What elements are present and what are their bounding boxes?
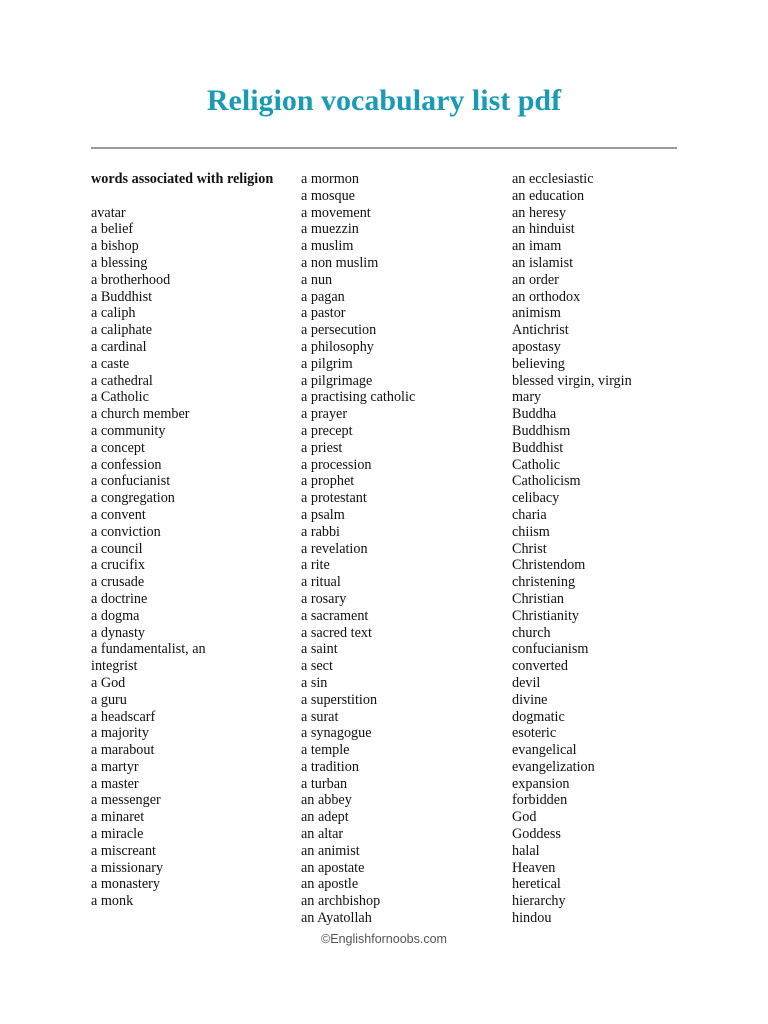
- vocabulary-word: Antichrist: [512, 322, 569, 339]
- vocabulary-word: a community: [91, 422, 166, 439]
- vocabulary-word: a tradition: [301, 758, 359, 775]
- vocabulary-word: an education: [512, 187, 585, 204]
- vocabulary-word: celibacy: [512, 490, 560, 507]
- vocabulary-word: blessed virgin, virgin: [512, 372, 632, 389]
- vocabulary-word: a mosque: [301, 187, 355, 204]
- vocabulary-word: evangelization: [512, 758, 595, 775]
- vocabulary-word: a cardinal: [91, 338, 147, 355]
- vocabulary-word: a priest: [301, 439, 343, 456]
- vocabulary-word: avatar: [91, 204, 126, 221]
- vocabulary-word: integrist: [91, 658, 138, 675]
- vocabulary-word: an islamist: [512, 254, 574, 271]
- copyright-footer: ©Englishfornoobs.com: [321, 932, 447, 946]
- vocabulary-word: a revelation: [301, 540, 368, 557]
- vocabulary-column-2: [301, 171, 501, 927]
- vocabulary-word: a nun: [301, 271, 333, 288]
- vocabulary-word: a miracle: [91, 826, 144, 843]
- vocabulary-word: Buddha: [512, 406, 557, 423]
- vocabulary-word: an adept: [301, 809, 349, 826]
- vocabulary-word: an archbishop: [301, 893, 381, 910]
- vocabulary-word: expansion: [512, 775, 570, 792]
- vocabulary-word: charia: [512, 506, 547, 523]
- vocabulary-word: a practising catholic: [301, 389, 416, 406]
- vocabulary-word: a persecution: [301, 322, 377, 339]
- vocabulary-word: a caliph: [91, 305, 136, 322]
- column-heading: words associated with religion: [91, 171, 274, 187]
- vocabulary-word: a brotherhood: [91, 271, 171, 288]
- vocabulary-word: evangelical: [512, 742, 577, 759]
- vocabulary-word: a master: [91, 775, 139, 792]
- vocabulary-word: apostasy: [512, 338, 561, 355]
- vocabulary-word: a confession: [91, 456, 162, 473]
- vocabulary-word: a ritual: [301, 574, 341, 591]
- vocabulary-word: confucianism: [512, 641, 589, 658]
- vocabulary-word: an animist: [301, 842, 360, 859]
- vocabulary-word: a mormon: [301, 171, 359, 187]
- vocabulary-word: a prayer: [301, 406, 348, 423]
- vocabulary-word: a sect: [301, 658, 333, 675]
- vocabulary-word: a rite: [301, 557, 330, 574]
- vocabulary-word: a missionary: [91, 859, 164, 876]
- vocabulary-word: an hinduist: [512, 221, 575, 238]
- vocabulary-word: an abbey: [301, 792, 352, 809]
- vocabulary-word: a Catholic: [91, 389, 149, 406]
- vocabulary-word: a confucianist: [91, 473, 171, 490]
- vocabulary-word: a caste: [91, 355, 130, 372]
- vocabulary-word: believing: [512, 355, 565, 372]
- vocabulary-word: Christendom: [512, 557, 586, 574]
- vocabulary-word: esoteric: [512, 725, 557, 742]
- vocabulary-word: forbidden: [512, 792, 568, 809]
- vocabulary-word: a church member: [91, 406, 190, 423]
- vocabulary-word: dogmatic: [512, 708, 565, 725]
- vocabulary-word: christening: [512, 574, 576, 591]
- vocabulary-word: Catholicism: [512, 473, 581, 490]
- vocabulary-word: an ecclesiastic: [512, 171, 594, 187]
- vocabulary-word: a fundamentalist, an: [91, 641, 206, 658]
- vocabulary-word: a rabbi: [301, 523, 340, 540]
- vocabulary-word: a convent: [91, 506, 146, 523]
- vocabulary-word: a rosary: [301, 590, 347, 607]
- vocabulary-column-3: [512, 171, 732, 927]
- vocabulary-word: a muslim: [301, 238, 354, 255]
- vocabulary-word: mary: [512, 389, 542, 406]
- vocabulary-word: Christianity: [512, 607, 579, 624]
- vocabulary-word: a pastor: [301, 305, 346, 322]
- vocabulary-word: a pagan: [301, 288, 345, 305]
- vocabulary-word: a temple: [301, 742, 350, 759]
- vocabulary-word: a miscreant: [91, 842, 156, 859]
- vocabulary-word: Buddhist: [512, 439, 564, 456]
- page-title: Religion vocabulary list pdf: [206, 84, 562, 117]
- vocabulary-word: a saint: [301, 641, 338, 658]
- vocabulary-word: an imam: [512, 238, 562, 255]
- vocabulary-word: Christian: [512, 590, 565, 607]
- vocabulary-word: an apostate: [301, 859, 365, 876]
- vocabulary-word: Heaven: [512, 859, 556, 876]
- vocabulary-word: hierarchy: [512, 893, 566, 910]
- vocabulary-word: an altar: [301, 826, 344, 843]
- vocabulary-word: a conviction: [91, 523, 161, 540]
- vocabulary-word: an apostle: [301, 876, 359, 893]
- vocabulary-word: a martyr: [91, 758, 139, 775]
- vocabulary-word: a dynasty: [91, 624, 145, 641]
- vocabulary-word: a cathedral: [91, 372, 153, 389]
- vocabulary-word: an Ayatollah: [301, 910, 372, 927]
- vocabulary-word: a prophet: [301, 473, 355, 490]
- vocabulary-word: Goddess: [512, 826, 561, 843]
- vocabulary-word: a movement: [301, 204, 371, 221]
- word-list: [91, 205, 281, 910]
- vocabulary-word: a concept: [91, 439, 145, 456]
- vocabulary-word: a philosophy: [301, 338, 374, 355]
- vocabulary-word: a muezzin: [301, 221, 359, 238]
- title-divider: [91, 147, 677, 149]
- vocabulary-word: a marabout: [91, 742, 155, 759]
- vocabulary-word: Christ: [512, 540, 547, 557]
- vocabulary-word: halal: [512, 842, 540, 859]
- vocabulary-word: animism: [512, 305, 561, 322]
- vocabulary-word: a majority: [91, 725, 149, 742]
- vocabulary-word: a guru: [91, 691, 127, 708]
- vocabulary-word: a caliphate: [91, 322, 153, 339]
- vocabulary-word: chiism: [512, 523, 550, 540]
- vocabulary-word: a crusade: [91, 574, 145, 591]
- vocabulary-word: a synagogue: [301, 725, 372, 742]
- vocabulary-word: a bishop: [91, 238, 139, 255]
- vocabulary-word: God: [512, 809, 537, 826]
- vocabulary-word: an orthodox: [512, 288, 581, 305]
- vocabulary-word: an order: [512, 271, 559, 288]
- vocabulary-word: a superstition: [301, 691, 378, 708]
- vocabulary-word: a congregation: [91, 490, 175, 507]
- vocabulary-word: devil: [512, 674, 541, 691]
- vocabulary-word: divine: [512, 691, 548, 708]
- vocabulary-word: a minaret: [91, 809, 145, 826]
- vocabulary-word: a sacrament: [301, 607, 369, 624]
- vocabulary-word: hindou: [512, 910, 552, 927]
- vocabulary-word: an heresy: [512, 204, 566, 221]
- vocabulary-word: heretical: [512, 876, 561, 893]
- vocabulary-word: Catholic: [512, 456, 561, 473]
- vocabulary-column-1: [91, 171, 281, 910]
- vocabulary-word: a surat: [301, 708, 339, 725]
- vocabulary-word: converted: [512, 658, 568, 675]
- vocabulary-word: a Buddhist: [91, 288, 153, 305]
- vocabulary-word: a sin: [301, 674, 328, 691]
- word-list: [301, 171, 501, 927]
- vocabulary-word: a monastery: [91, 876, 160, 893]
- vocabulary-word: a blessing: [91, 254, 148, 271]
- vocabulary-word: a pilgrimage: [301, 372, 373, 389]
- vocabulary-word: a turban: [301, 775, 348, 792]
- vocabulary-word: a dogma: [91, 607, 140, 624]
- vocabulary-word: a doctrine: [91, 590, 148, 607]
- vocabulary-word: church: [512, 624, 551, 641]
- vocabulary-word: a headscarf: [91, 708, 156, 725]
- vocabulary-word: a procession: [301, 456, 372, 473]
- vocabulary-word: a protestant: [301, 490, 367, 507]
- vocabulary-word: a psalm: [301, 506, 345, 523]
- vocabulary-word: a council: [91, 540, 143, 557]
- word-list: [512, 171, 732, 927]
- vocabulary-word: Buddhism: [512, 422, 571, 439]
- vocabulary-word: a sacred text: [301, 624, 372, 641]
- vocabulary-word: a precept: [301, 422, 353, 439]
- vocabulary-word: a monk: [91, 893, 134, 910]
- vocabulary-word: a messenger: [91, 792, 161, 809]
- vocabulary-word: a crucifix: [91, 557, 145, 574]
- vocabulary-word: a pilgrim: [301, 355, 353, 372]
- vocabulary-word: a belief: [91, 221, 134, 238]
- vocabulary-word: a non muslim: [301, 254, 379, 271]
- vocabulary-word: a God: [91, 674, 126, 691]
